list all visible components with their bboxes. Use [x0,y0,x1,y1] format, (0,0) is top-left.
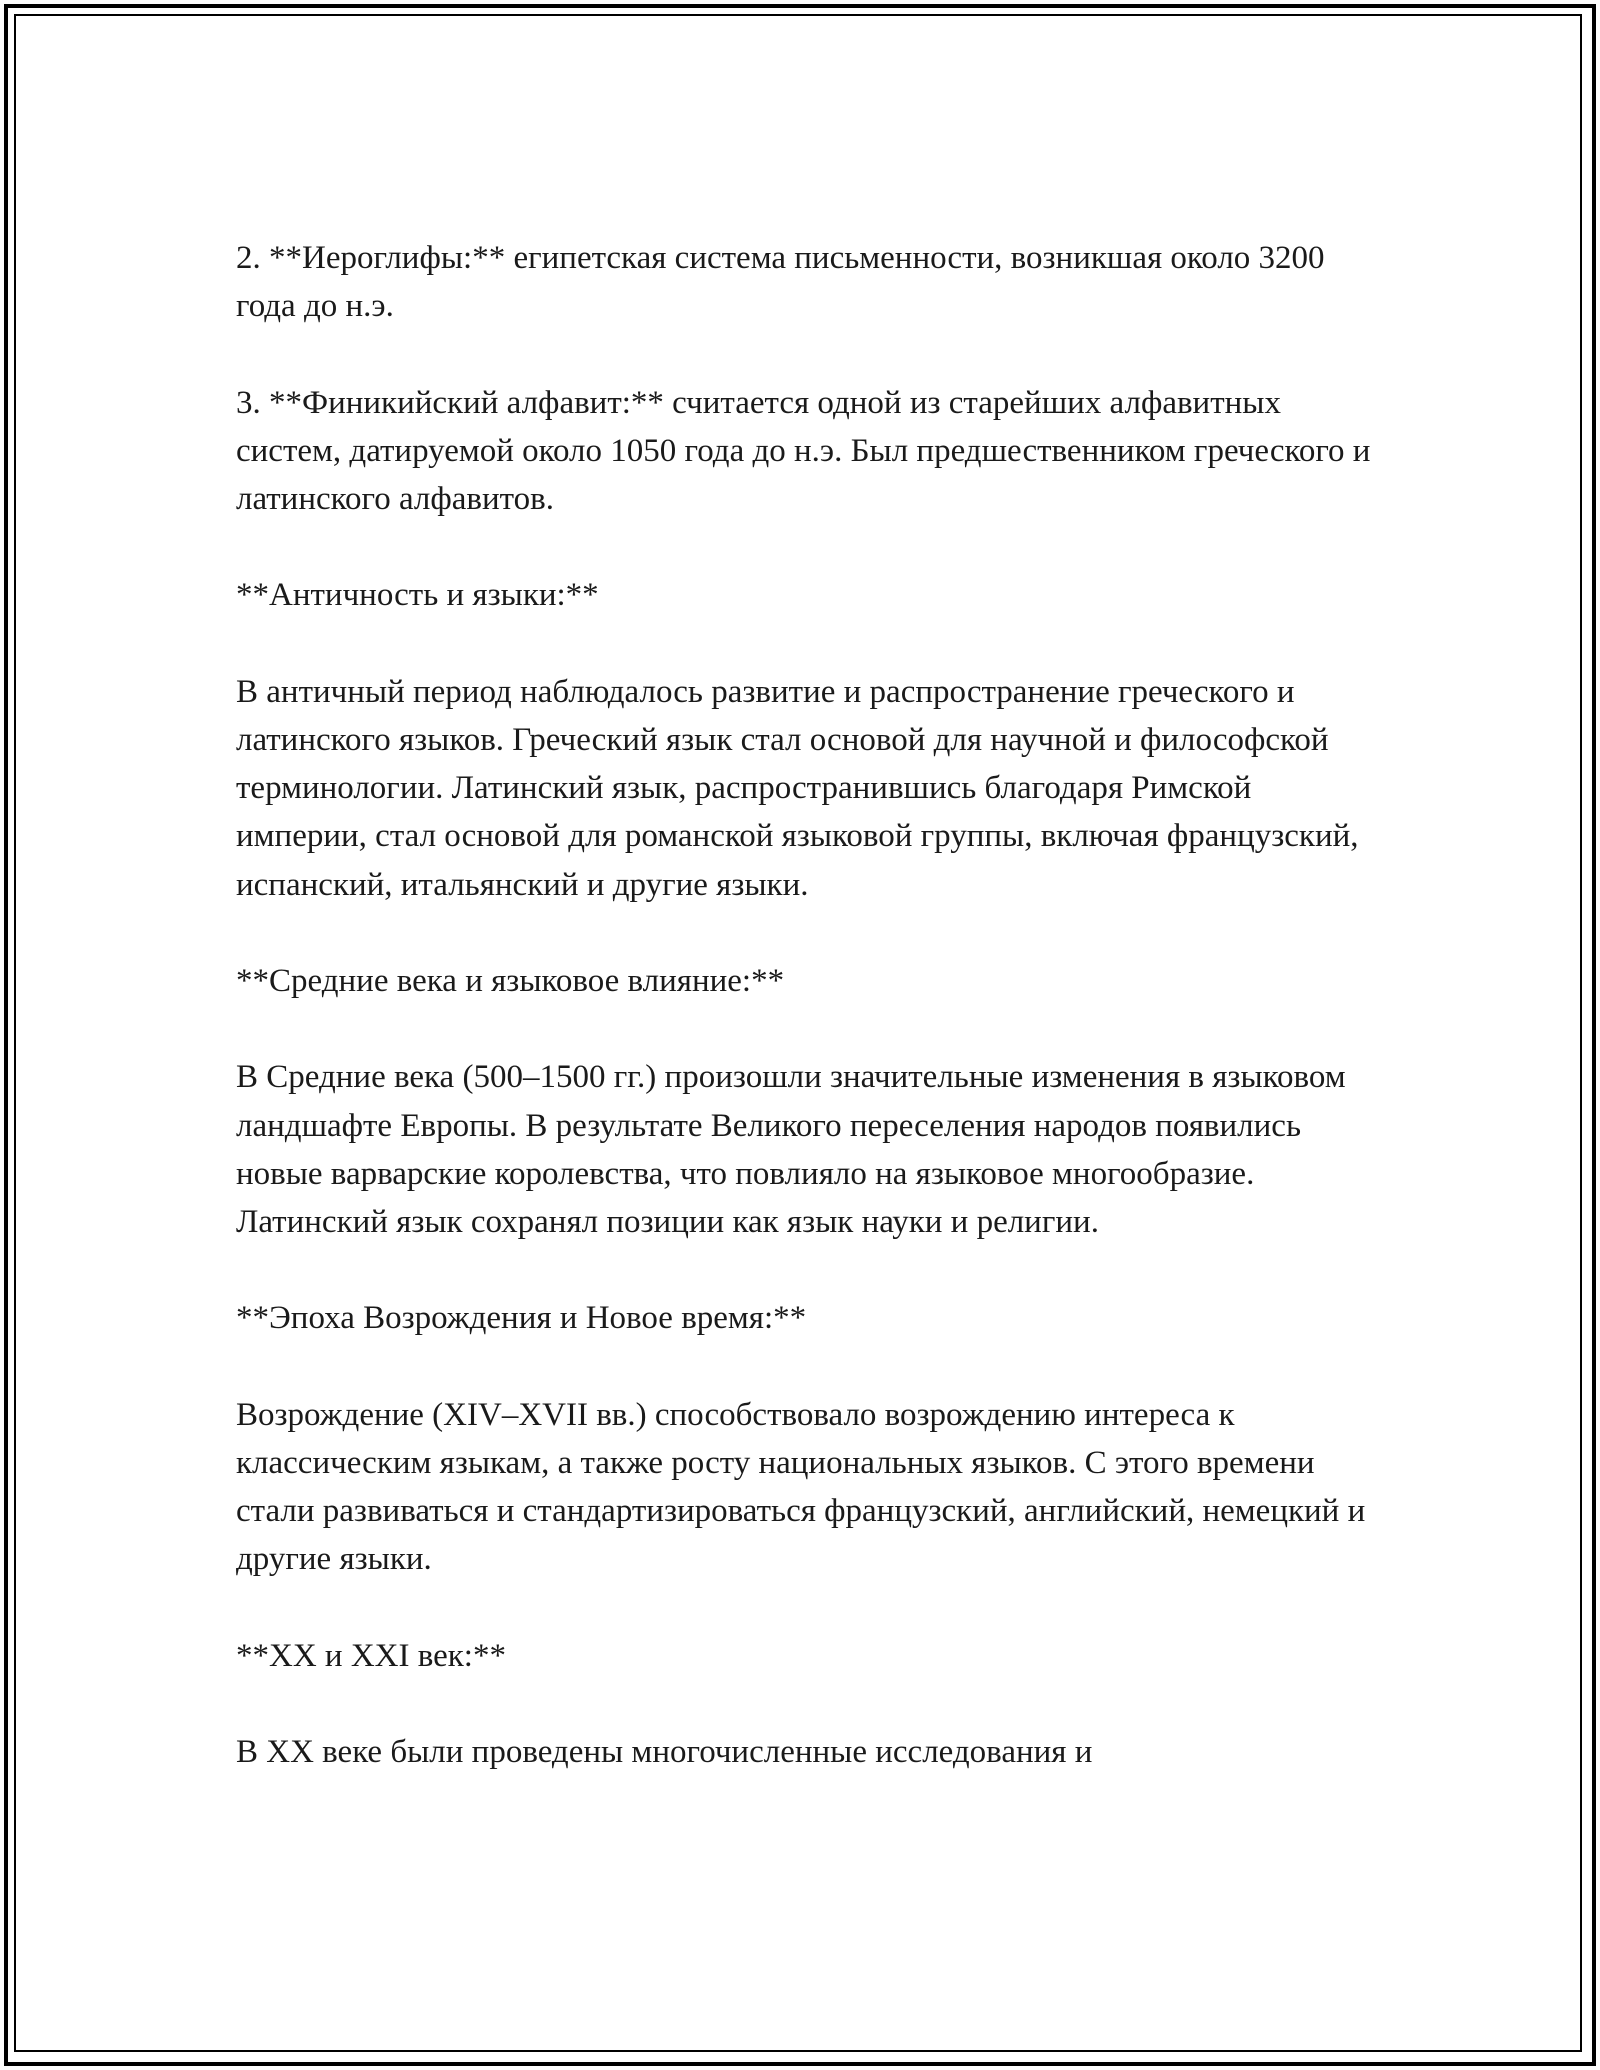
document-body [236,234,1386,1776]
section-heading-renaissance: **Эпоха Возрождения и Новое время:** [236,1300,807,1337]
paragraph-20th-century: В XX веке были проведены многочисленные исследования и [236,1734,1093,1771]
list-item-phoenician-alphabet: 3. **Финикийский алфавит:** считается одной из старейших алфавитных систем, датируемой около 1050 года до н.э. Был предшественником греческого и латинского алфавитов. [236,384,1371,517]
section-heading-20th-21st-century: **XX и XXI век:** [236,1637,506,1674]
paragraph-middle-ages: В Средние века (500–1500 гг.) произошли значительные изменения в языковом ландшафте Европы. В результате Великого переселения народов появились новые варварские королевства, что повлияло на языковое многообразие. Латинский язык сохранял позиции как язык науки и религии. [236,1059,1346,1240]
paragraph-renaissance: Возрождение (XIV–XVII вв.) способствовало возрождению интереса к классическим языкам, а также росту национальных языков. С этого времени стали развиваться и стандартизироваться французский, английский, немецкий и другие языки. [236,1396,1366,1578]
section-heading-middle-ages: **Средние века и языковое влияние:** [236,962,785,999]
paragraph-antiquity: В античный период наблюдалось развитие и распространение греческого и латинского языков. Греческий язык стал основой для научной и философской терминологии. Латинский язык, распространившись благодаря Римской империи, стал основой для романской языковой группы, включая французский, испанский, итальянский и другие языки. [236,673,1359,903]
section-heading-antiquity: **Античность и языки:** [236,577,599,614]
list-item-hieroglyphs: 2. **Иероглифы:** египетская система письменности, возникшая около 3200 года до н.э. [236,240,1325,325]
